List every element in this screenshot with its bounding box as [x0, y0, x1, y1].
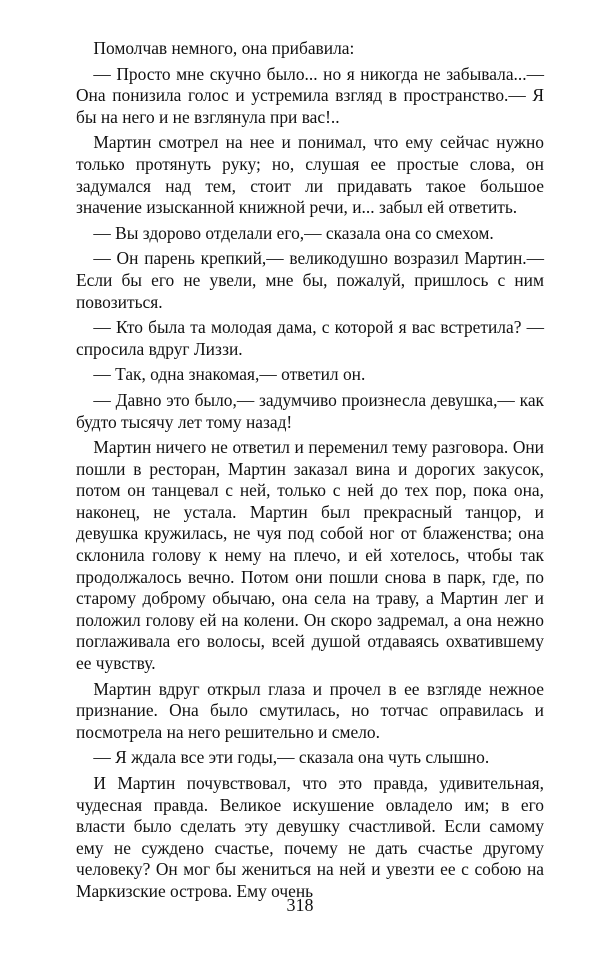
paragraph-12: И Мартин почувствовал, что это правда, удивительная, чудесная правда. Великое искушение овладело им; в его власти было сделать эту девушку счастливой. Если самому ему не суждено счастье, почему не дать счастье другому человеку? Он мог бы жениться на ней и увезти ее с собою на Маркизские острова. Ему очень — [76, 773, 544, 901]
paragraph-1: Помолчав немного, она прибавила: — [93, 38, 355, 58]
paragraph-10: Мартин вдруг открыл глаза и прочел в ее взгляде нежное признание. Она было смутилась, но тотчас оправилась и посмотрела на него решительно и смело. — [76, 678, 544, 742]
page-body — [76, 38, 544, 903]
paragraph-11: — Я ждала все эти годы,— сказала она чуть слышно. — [93, 747, 490, 768]
paragraph-6: — Кто была та молодая дама, с которой я вас встретила? — спросила вдруг Лиззи. — [76, 317, 544, 359]
paragraph-3: Мартин смотрел на нее и понимал, что ему сейчас нужно только протянуть руку; но, слушая ее простые слова, он задумался над тем, стоит ли придавать такое большое значение изысканной книжной речи, и... забыл ей ответить. — [76, 132, 544, 218]
page-number: 318 — [286, 895, 314, 915]
paragraph-7: — Так, одна знакомая,— ответил он. — [93, 364, 366, 385]
paragraph-4: — Вы здорово отделали его,— сказала она со смехом. — [93, 222, 494, 243]
paragraph-5: — Он парень крепкий,— великодушно возразил Мартин.— Если бы его не увели, мне бы, пожалуй, пришлось с ним повозиться. — [76, 248, 544, 312]
paragraph-8: — Давно это было,— задумчиво произнесла девушка,— как будто тысячу лет тому назад! — [76, 389, 544, 432]
paragraph-2: — Просто мне скучно было... но я никогда не забывала...— Она понизила голос и устремила взгляд в пространство.— Я бы на него и не взглянула при вас!.. — [76, 63, 544, 127]
paragraph-9: Мартин ничего не ответил и переменил тему разговора. Они пошли в ресторан, Мартин заказал вина и дорогих закусок, потом он танцевал с ней, только с ней до тех пор, пока она, наконец, не устала. Мартин был прекрасный танцор, и девушка кружилась, не чуя под собой ног от блаженства; она склонила голову к нему на плечо, и ей хотелось, чтобы так продолжалось вечно. Потом они пошли снова в парк, где, по старому доброму обычаю, она села на траву, а Мартин лег и положил голову ей на колени. Он скоро задремал, а она нежно поглаживала его волосы, всей душой отдаваясь охватившему ее чувству. — [76, 437, 544, 674]
